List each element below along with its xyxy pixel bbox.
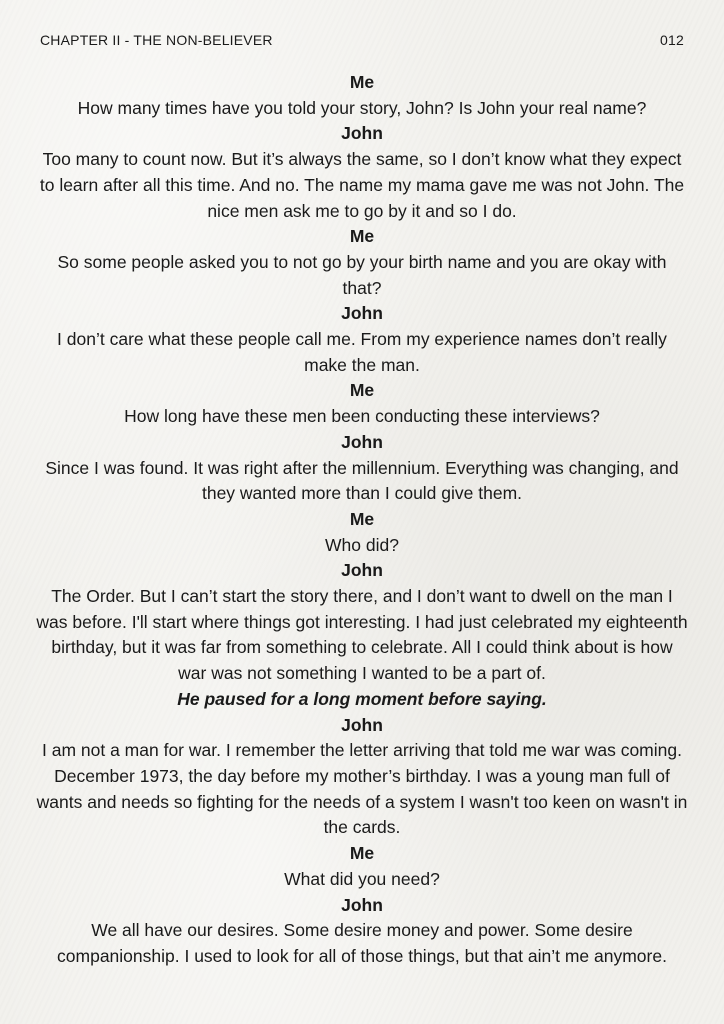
dialogue-line: I am not a man for war. I remember the letter arriving that told me war was coming. December 1973, the day before my mother’s birthday. I was a young man full of wants and needs so fighting for the needs of a system I wasn't too keen on wasn't in the cards. <box>36 740 688 838</box>
dialogue-body <box>36 70 688 970</box>
speaker-label: John <box>341 894 383 915</box>
speaker-label: John <box>341 303 383 324</box>
speaker-label: John <box>341 714 383 735</box>
speaker-label: Me <box>349 226 375 247</box>
dialogue-line: How long have these men been conducting these interviews? <box>124 406 600 427</box>
dialogue-line: We all have our desires. Some desire money and power. Some desire companionship. I used to look for all of those things, but that ain’t me anymore. <box>57 920 667 966</box>
speaker-label: John <box>341 123 383 144</box>
dialogue-line: What did you need? <box>284 868 440 889</box>
page-number: 012 <box>660 32 684 48</box>
dialogue-line: Since I was found. It was right after the millennium. Everything was changing, and they wanted more than I could give them. <box>45 457 679 504</box>
dialogue-line: The Order. But I can’t start the story there, and I don’t want to dwell on the man I was before. I'll start where things got interesting. I had just celebrated my eighteenth birthday, but it was far from something to celebrate. All I could think about is how war was not something I wanted to be a part of. <box>36 586 688 684</box>
speaker-label: Me <box>349 72 375 92</box>
dialogue-line: Who did? <box>325 534 399 555</box>
speaker-label: Me <box>349 843 375 864</box>
speaker-label: Me <box>349 508 375 529</box>
stage-direction: He paused for a long moment before saying. <box>177 688 547 709</box>
chapter-title: CHAPTER II - THE NON-BELIEVER <box>40 32 273 48</box>
dialogue-line: So some people asked you to not go by your birth name and you are okay with that? <box>57 251 667 298</box>
dialogue-line: How many times have you told your story, John? Is John your real name? <box>77 97 647 118</box>
speaker-label: John <box>341 560 383 581</box>
speaker-label: John <box>341 431 383 452</box>
speaker-label: Me <box>349 380 375 401</box>
page-header <box>40 32 684 52</box>
dialogue-line: Too many to count now. But it’s always the same, so I don’t know what they expect to learn after all this time. And no. The name my mama gave me was not John. The nice men ask me to go by it and so I do. <box>39 149 685 221</box>
dialogue-line: I don’t care what these people call me. From my experience names don’t really make the man. <box>57 329 667 375</box>
